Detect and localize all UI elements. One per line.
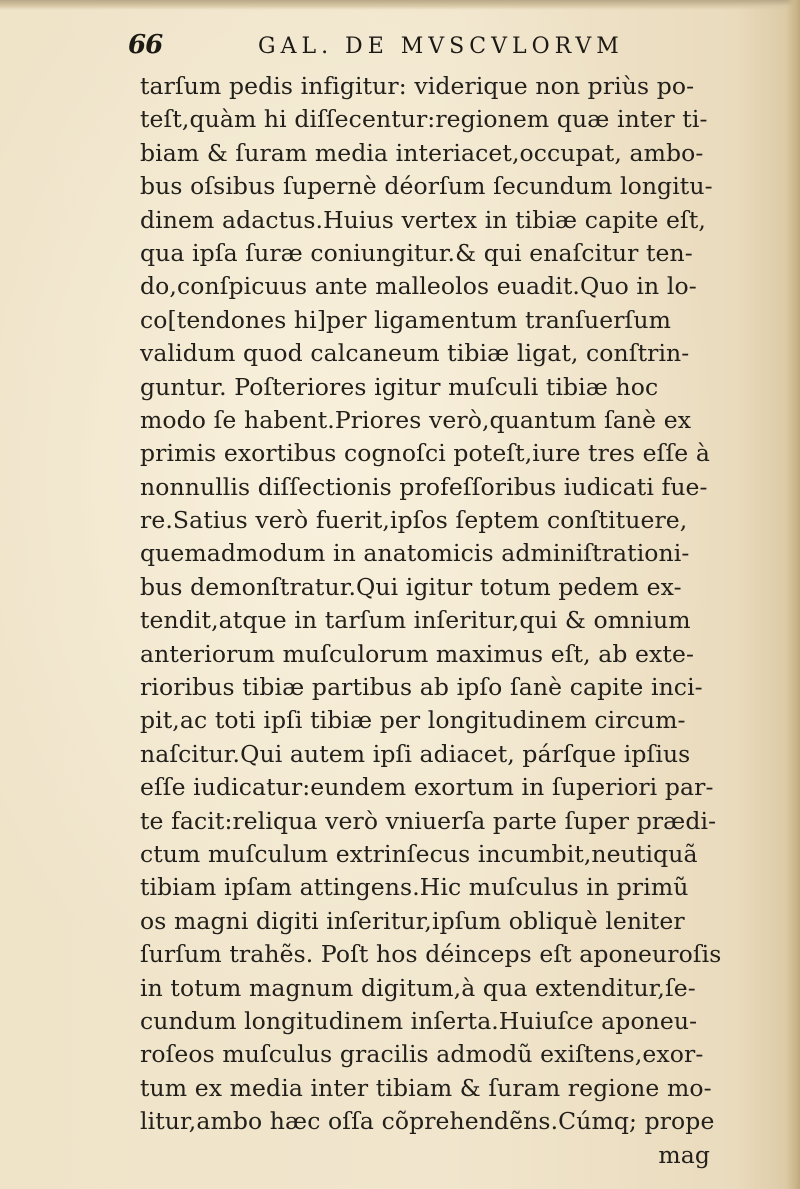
text-line: modo ſe habent.Priores verò,quantum ſanè ex — [140, 405, 692, 434]
text-line: bus demonſtratur.Qui igitur totum pedem ex- — [140, 572, 682, 601]
text-line: primis exortibus cognoſci poteſt,iure tres eſſe à — [140, 439, 710, 468]
text-line: rioribus tibiæ partibus ab ipſo ſanè capite inci- — [140, 673, 703, 702]
text-line: do,conſpicuus ante malleolos euadit.Quo in lo- — [140, 272, 697, 301]
page-number: 66 — [128, 30, 163, 60]
text-line: co[tendones hi]per ligamentum tranſuerſum — [140, 305, 671, 334]
text-line: validum quod calcaneum tibiæ ligat, conſtrin- — [140, 339, 690, 368]
catchword: mag — [658, 1140, 710, 1169]
page-header — [128, 28, 708, 68]
text-line: os magni digiti inſeritur,ipſum obliquè leniter — [140, 906, 685, 935]
text-line: guntur. Poſteriores igitur muſculi tibiæ hoc — [140, 372, 659, 401]
body-text — [140, 70, 730, 1172]
text-line: bus oſsibus ſupernè déorſum ſecundum longitu- — [140, 172, 713, 201]
text-line: anteriorum muſculorum maximus eſt, ab exte- — [140, 639, 694, 668]
text-line: quemadmodum in anatomicis adminiſtrationi- — [140, 539, 690, 568]
text-line: litur,ambo hæc oſſa cõprehendẽns.Cúmq; prope — [140, 1107, 715, 1136]
text-line: dinem adactus.Huius vertex in tibiæ capite eſt, — [140, 205, 706, 234]
text-line: cundum longitudinem inſerta.Huiuſce aponeu- — [140, 1006, 698, 1035]
text-line: tum ex media inter tibiam & ſuram regione mo- — [140, 1073, 712, 1102]
text-line: pit,ac toti ipſi tibiæ per longitudinem circum- — [140, 706, 686, 735]
text-line: roſeos muſculus gracilis admodũ exiſtens,exor- — [140, 1040, 704, 1069]
text-line: teſt,quàm hi diſſecentur:regionem quæ inter ti- — [140, 105, 708, 134]
text-line: re.Satius verò fuerit,ipſos ſeptem conſtituere, — [140, 506, 688, 535]
text-line: biam & ſuram media interiacet,occupat, ambo- — [140, 138, 704, 167]
text-line: in totum magnum digitum,à qua extenditur,ſe- — [140, 973, 696, 1002]
page-top-edge — [0, 0, 800, 10]
text-line: ctum muſculum extrinſecus incumbit,neutiquã — [140, 839, 698, 868]
text-line: qua ipſa ſuræ coniungitur.& qui enaſcitur ten- — [140, 238, 693, 267]
text-line: tendit,atque in tarſum inſeritur,qui & omnium — [140, 606, 691, 635]
text-line: ſurſum trahẽs. Poſt hos déinceps eſt aponeuroſis — [140, 940, 722, 969]
text-line: tarſum pedis infigitur: viderique non priùs po- — [140, 72, 695, 100]
page-gutter-shadow — [786, 0, 800, 1189]
text-line: nonnullis diſſectionis profeſſoribus iudicati fue- — [140, 472, 708, 501]
text-line: tibiam ipſam attingens.Hic muſculus in primũ — [140, 873, 689, 902]
running-head: GAL. DE MVSCVLORVM — [258, 34, 624, 59]
text-line: eſſe iudicatur:eundem exortum in ſuperiori par- — [140, 773, 714, 802]
text-line: te facit:reliqua verò vniuerſa parte ſuper prædi- — [140, 806, 717, 835]
text-line: naſcitur.Qui autem ipſi adiacet, párſque ipſius — [140, 739, 691, 768]
